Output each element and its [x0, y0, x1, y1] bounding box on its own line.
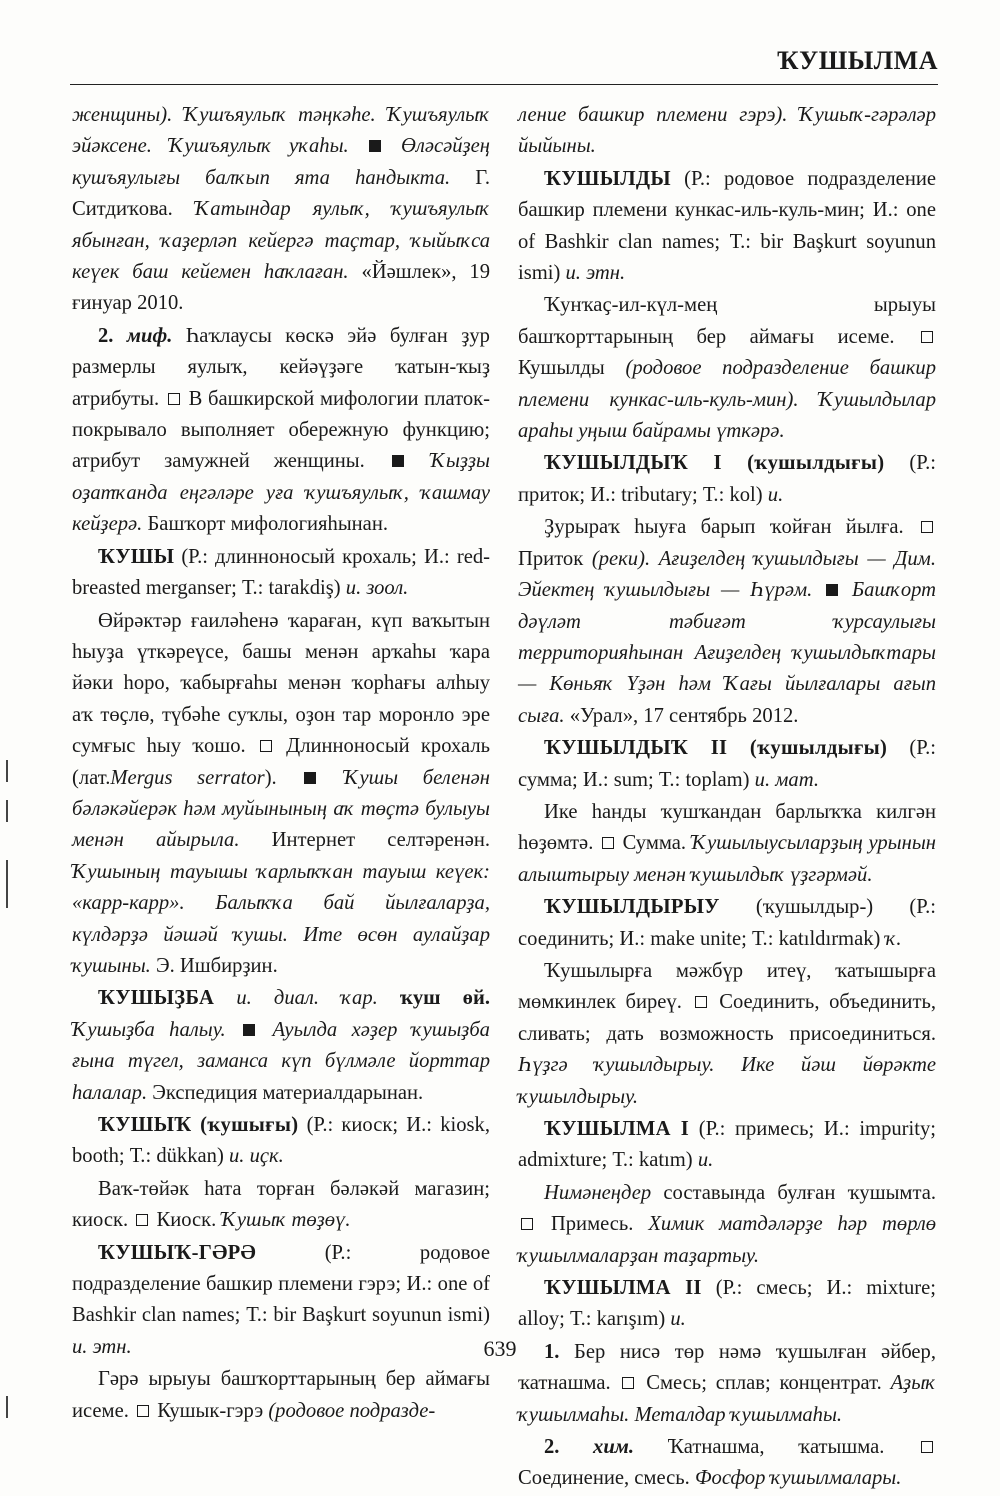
- entry-continuation: [518, 100, 936, 163]
- entry-headword-line: [72, 1110, 490, 1173]
- translation-text: Примесь.: [550, 1213, 634, 1236]
- headword: ҠУШЫ: [98, 545, 175, 568]
- left-column: [72, 100, 490, 1428]
- headword: ҠУШЫЛДЫРЫУ: [544, 896, 720, 919]
- definition-text: Ике һанды ҡушҡандан барлыҡҡа килгән һөҙөмтә.: [518, 800, 936, 855]
- grammar-label: и.: [670, 1308, 686, 1331]
- example-text: Ҡушыҡ төҙөү.: [221, 1209, 351, 1232]
- definition-paragraph: [72, 1174, 490, 1237]
- translation-note: (родовое подразделение башкир племени кункас-иль-куль-мин).: [518, 357, 936, 411]
- translation-note: (реки).: [591, 547, 651, 570]
- example-text: Ҡатындар яулыҡ, ҡушъяулыҡ ябынған, ҡаҙерләп кейергә таҫтар, ҡыйыҡса кеүек баш кейемен һаҡлаған.: [72, 198, 490, 284]
- translation-text: Сумма.: [622, 832, 687, 855]
- example-text: Фосфор ҡушылмалары.: [694, 1467, 902, 1490]
- grammar-label: ҡ.: [885, 927, 902, 950]
- definition-text: Ҙурыраҡ һыуға барып ҡойған йылға.: [544, 516, 904, 539]
- example-text: Ҡушыҙба һалыу.: [72, 1018, 226, 1041]
- sense-number: 1.: [544, 1340, 560, 1363]
- translation-text: Соединить, объединить, сливать; дать возможность присоединиться.: [518, 991, 936, 1045]
- translation-note: ление башкир племени гэрэ). Ҡушыҡ-гәрәләр йыйыны.: [518, 104, 936, 158]
- latin-name: Mergus serrator: [110, 766, 265, 789]
- headword: ҠУШЫЛМА I: [544, 1118, 690, 1140]
- headword: ҠУШЫҘБА: [98, 987, 215, 1010]
- translation-text: Длинноносый крохаль (лат.: [72, 735, 491, 789]
- page-number: 639: [483, 1336, 517, 1361]
- equivalents-text: (Р.: длинноносый крохаль; И.: red-breasted merganser; Т.: tarakdiş): [72, 545, 490, 600]
- source-text: «Урал», 17 сентябрь 2012.: [569, 704, 799, 727]
- equivalents-text: (Р.: примесь; И.: impurity; admixture; Т.: katım): [518, 1118, 936, 1172]
- definition-text: Гәрә ырыуы башҡорттарының бер аймағы исеме.: [72, 1368, 490, 1422]
- definition-text: Ҡушылырға мәжбүр итеү, ҡатышырға мөмкинлек биреү.: [518, 959, 936, 1014]
- equivalents-text: (Р.: сумма; И.: sum; Т.: toplam): [518, 737, 936, 791]
- right-column: [518, 100, 936, 1496]
- entry-headword-line: [518, 448, 936, 511]
- example-text: Ҡушы беленән бәләкәйерәк һәм муйынының аҡ төҫтә булыуы менән айырыла.: [72, 766, 490, 852]
- white-square-icon: [521, 1218, 533, 1230]
- definition-paragraph: [518, 512, 936, 732]
- white-square-icon: [136, 1214, 148, 1226]
- equivalents-text: (Р.: киоск; И.: kiosk, booth; Т.: dükkan): [72, 1114, 490, 1168]
- example-text: женщины). Ҡушъяулыҡ тәңкәһе. Ҡушъяулыҡ эйәксене. Ҡушъяулыҡ уҡаһы.: [72, 104, 490, 158]
- entry-headword-line: [72, 983, 490, 1109]
- definition-paragraph: [72, 606, 490, 983]
- headword: ҠУШЫҠ-ГӘРӘ: [98, 1241, 257, 1264]
- source-text: Э. Ишбирҙин.: [155, 954, 278, 977]
- definition-text: Нимәнеңдер: [544, 1181, 652, 1204]
- definition-paragraph: [518, 1178, 936, 1272]
- grammar-label: и. этн.: [565, 262, 626, 285]
- equivalents-text: (ҡушылдыр-) (Р.: соединить; И.: make unite; Т.: katıldırmak): [518, 896, 936, 950]
- example-text: Башҡорт дәүләт тәбиғәт ҡурсаулығы территорияһынан Ағиҙелдең ҡушылдыҡтары — Көньяҡ Үҙән һәм Ҡағы йылғалары ағып сыға.: [518, 579, 937, 727]
- entry-headword-line: [518, 892, 936, 955]
- entry-headword-line: [518, 164, 936, 290]
- translation-text: Кушык-гэрэ: [157, 1399, 264, 1422]
- white-square-icon: [260, 740, 272, 752]
- sense-number: 2.: [98, 324, 114, 347]
- equivalents-text: (Р.: приток; И.: tributary; Т.: kol): [518, 452, 936, 506]
- margin-mark: [6, 1396, 8, 1418]
- margin-mark: [6, 800, 8, 822]
- white-square-icon: [695, 996, 707, 1008]
- headword: ҠУШЫЛДЫҠ I (ҡушылдығы): [544, 452, 885, 475]
- example-text: Ағиҙелдең ҡушылдығы — Дим. Эйектең ҡушылдығы — Һүрәм.: [518, 547, 936, 602]
- white-square-icon: [921, 521, 933, 533]
- example-text: Һүҙгә ҡушылдырыу. Ике йәш йөрәкте ҡушылдырыу.: [518, 1054, 936, 1108]
- black-square-icon: [304, 772, 316, 784]
- header-rule: [70, 84, 938, 85]
- white-square-icon: [168, 393, 180, 405]
- grammar-label: и.: [697, 1149, 714, 1172]
- definition-paragraph: [518, 956, 936, 1113]
- source-text: Экспедиция материалдарынан.: [152, 1081, 424, 1104]
- definition-paragraph: [518, 290, 936, 447]
- white-square-icon: [921, 1441, 933, 1453]
- sense-number: 2.: [544, 1436, 560, 1459]
- example-text: Ауылда хәҙер ҡушыҙба ғына түгел, заманса күп бүлмәле йорттар һалалар.: [72, 1018, 490, 1104]
- headword: ҠУШЫҠ (ҡушығы): [98, 1114, 299, 1136]
- translation-text: Смесь; сплав; концентрат.: [646, 1372, 882, 1395]
- cross-reference: ҡуш өй.: [399, 987, 490, 1010]
- entry-headword-line: [518, 733, 936, 796]
- example-text: Ҡушылыусыларҙың урынын алыштырыу менән ҡушылдыҡ үҙгәрмәй.: [518, 832, 936, 886]
- black-square-icon: [369, 140, 381, 152]
- grammar-label: и. мат.: [754, 768, 819, 791]
- white-square-icon: [622, 1377, 634, 1389]
- grammar-label: и. зоол.: [345, 577, 409, 600]
- example-text: Аҙыҡ ҡушылмаһы. Металдар ҡушылмаһы.: [518, 1372, 937, 1426]
- margin-mark: [6, 860, 8, 908]
- definition-text: Өйрәктәр ғаиләһенә ҡараған, күп ваҡытын һыуҙа үткәреүсе, башы менән арҡаһы ҡара йәки һоро, ҡабырғаһы менән ҡорһағы алһыу аҡ төҫлө, түбәһе суҡлы, оҙон тар моронло эре сумғыс һыу ҡошо.: [72, 609, 490, 758]
- black-square-icon: [826, 584, 838, 596]
- domain-label: миф.: [126, 324, 173, 347]
- running-head: ҠУШЫЛМА: [777, 46, 938, 75]
- definition-text: Ваҡ-төйәк һата торған бәләкәй магазин; киоск.: [72, 1177, 490, 1232]
- definition-paragraph: [72, 1364, 490, 1427]
- example-text: Химик матдәләрҙе һәр төрлө ҡушылмаларҙан таҙартыу.: [518, 1213, 936, 1267]
- white-square-icon: [137, 1405, 149, 1417]
- definition-text: составында булған ҡушымта.: [663, 1181, 936, 1204]
- source-text: Г. Ситдиҡова.: [72, 166, 490, 221]
- translation-text: Кушылды: [518, 357, 605, 380]
- white-square-icon: [602, 837, 614, 849]
- equivalents-text: (Р.: смесь; И.: mixture; alloy; Т.: karışım): [518, 1277, 936, 1331]
- entry-continuation: [72, 100, 490, 320]
- entry-headword-line: [72, 542, 490, 605]
- grammar-label: и. иҫк.: [228, 1145, 284, 1168]
- translation-text: ).: [264, 766, 277, 789]
- example-text: Ҡыҙҙы оҙатҡанда еңгәләре уға ҡушъяулыҡ, ҡашмау кейҙерә.: [72, 450, 490, 536]
- source-text: Интернет селтәренән.: [271, 829, 491, 852]
- translation-text: Соединение, смесь.: [518, 1467, 690, 1490]
- black-square-icon: [392, 455, 404, 467]
- margin-mark: [6, 760, 8, 782]
- example-text: Өләсәйҙең кушъяулығы балҡып ята һандыкта.: [72, 135, 490, 189]
- sense-paragraph: [518, 1432, 936, 1495]
- grammar-label: и. диал. ҡар.: [236, 987, 378, 1010]
- entry-headword-line: [518, 1114, 936, 1177]
- translation-text: В башкирской мифологии платок-покрывало выполняет обережную функцию; атрибут замужней женщины.: [72, 387, 490, 473]
- translation-note: (родовое подразде-: [268, 1399, 436, 1422]
- headword: ҠУШЫЛДЫ: [544, 167, 671, 190]
- definition-paragraph: [518, 797, 936, 891]
- white-square-icon: [921, 331, 933, 343]
- translation-text: Приток: [518, 547, 584, 570]
- black-square-icon: [243, 1024, 255, 1036]
- source-text: «Йәшлек», 19 ғинуар 2010.: [72, 261, 491, 315]
- definition-text: Ҡунҡаҫ-ил-күл-мең ырыуы башҡорттарының бер аймағы исеме.: [518, 294, 936, 348]
- equivalents-text: (Р.: родовое подразделение башкир племени гэрэ; И.: one of Bashkir clan names; Т.: bir Başkurt soyunun ismi): [72, 1241, 490, 1327]
- translation-text: Киоск.: [156, 1209, 217, 1232]
- definition-text: Һаҡлаусы көскә эйә булған ҙур размерлы яулыҡ, кейәүҙәге ҡатын-ҡыҙ атрибуты.: [72, 324, 490, 410]
- definition-text: Бер нисә төр нәмә ҡушылған әйбер, ҡатнашма.: [518, 1340, 937, 1395]
- sense-paragraph: [72, 321, 490, 541]
- headword: ҠУШЫЛМА II: [544, 1277, 702, 1300]
- equivalents-text: (Р.: родовое подразделение башкир племени кункас-иль-куль-мин; И.: one of Bashkir clan names; Т.: bir Başkurt soyunun ismi): [518, 167, 936, 285]
- grammar-label: и. этн.: [72, 1335, 132, 1358]
- headword: ҠУШЫЛДЫҠ II (ҡушылдығы): [544, 737, 888, 760]
- domain-label: хим.: [593, 1436, 635, 1459]
- entry-headword-line: [518, 1273, 936, 1336]
- source-text: Башҡорт мифологияһынан.: [147, 513, 388, 536]
- definition-text: Ҡатнашма, ҡатышма.: [667, 1436, 885, 1459]
- grammar-label: и.: [767, 483, 784, 506]
- example-text: Ҡушылдылар араһы уңыш байрамы үткәрә.: [518, 388, 936, 443]
- example-text: Ҡушының тауышы ҡарлыҡҡан тауыш кеүек: «карр-карр». Балыҡҡа бай йылғаларҙа, күлдәрҙә йәшәй ҡушы. Ите өсөн аулайҙар ҡушыны.: [72, 860, 490, 977]
